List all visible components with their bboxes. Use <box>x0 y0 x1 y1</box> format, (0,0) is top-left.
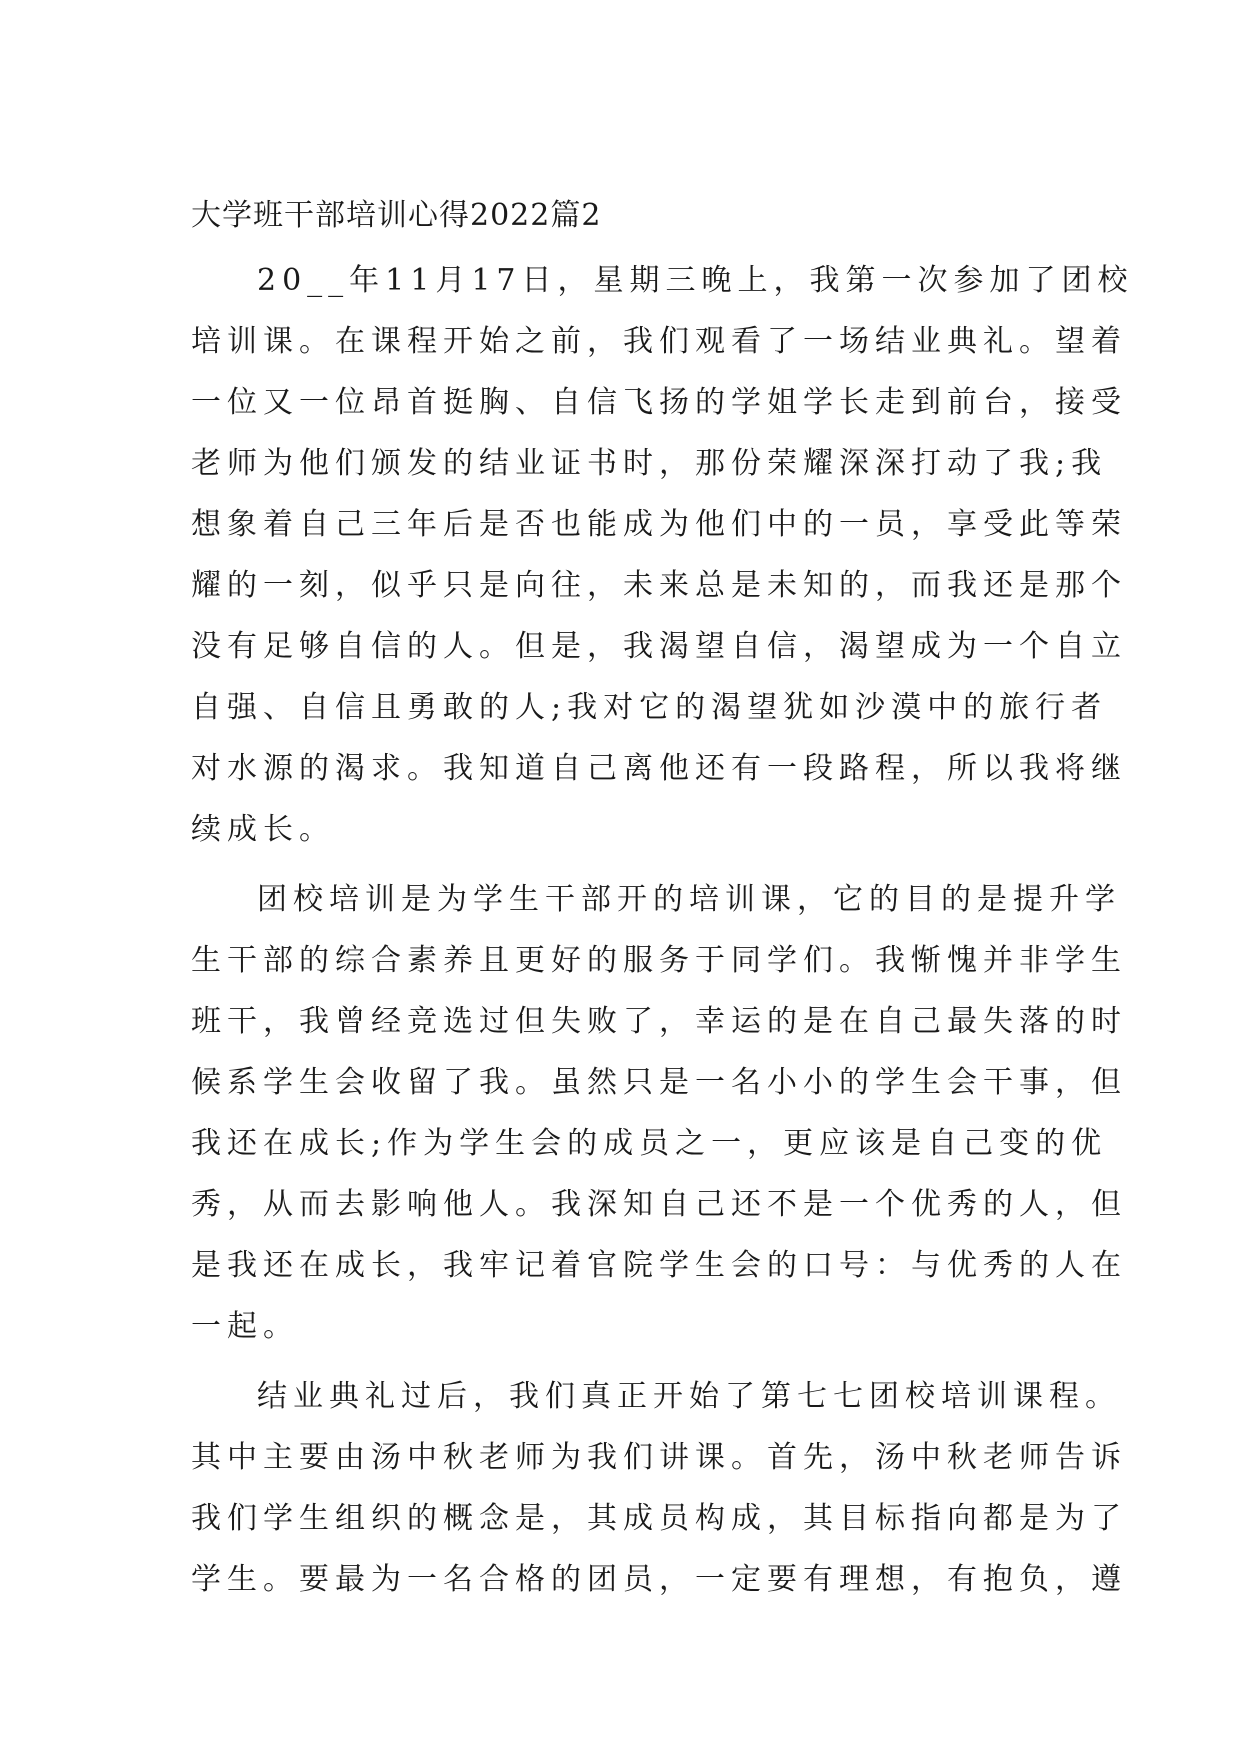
text-line: 其中主要由汤中秋老师为我们讲课。首先，汤中秋老师告诉 <box>191 1440 1127 1475</box>
text-line: 一起。 <box>191 1309 299 1344</box>
paragraph-3 <box>191 1366 1127 1610</box>
text-line: 耀的一刻，似乎只是向往，未来总是未知的，而我还是那个 <box>191 568 1127 603</box>
text-line: 候系学生会收留了我。虽然只是一名小小的学生会干事，但 <box>191 1065 1127 1100</box>
text-line: 对水源的渴求。我知道自己离他还有一段路程，所以我将继 <box>191 751 1127 786</box>
text-line: 我们学生组织的概念是，其成员构成，其目标指向都是为了 <box>191 1501 1127 1536</box>
text-line: 团校培训是为学生干部开的培训课，它的目的是提升学 <box>257 882 1121 917</box>
text-line: 一位又一位昂首挺胸、自信飞扬的学姐学长走到前台，接受 <box>191 385 1127 420</box>
document-body <box>191 186 1134 1610</box>
text-line: 20__年11月17日，星期三晚上，我第一次参加了团校 <box>257 263 1134 298</box>
paragraph-1 <box>191 250 1134 860</box>
text-line: 结业典礼过后，我们真正开始了第七七团校培训课程。 <box>257 1379 1121 1414</box>
text-line: 自强、自信且勇敢的人;我对它的渴望犹如沙漠中的旅行者 <box>191 690 1108 725</box>
text-line: 秀，从而去影响他人。我深知自己还不是一个优秀的人，但 <box>191 1187 1127 1222</box>
document-title: 大学班干部培训心得2022篇2 <box>191 198 602 233</box>
text-line: 我还在成长;作为学生会的成员之一，更应该是自己变的优 <box>191 1126 1108 1161</box>
text-line: 没有足够自信的人。但是，我渴望自信，渴望成为一个自立 <box>191 629 1127 664</box>
text-line: 班干，我曾经竞选过但失败了，幸运的是在自己最失落的时 <box>191 1004 1127 1039</box>
text-line: 续成长。 <box>191 812 335 847</box>
text-line: 学生。要最为一名合格的团员，一定要有理想，有抱负，遵 <box>191 1562 1127 1597</box>
paragraph-2 <box>191 869 1127 1357</box>
text-line: 是我还在成长，我牢记着官院学生会的口号：与优秀的人在 <box>191 1248 1127 1283</box>
text-line: 生干部的综合素养且更好的服务于同学们。我惭愧并非学生 <box>191 943 1127 978</box>
text-line: 老师为他们颁发的结业证书时，那份荣耀深深打动了我;我 <box>191 446 1108 481</box>
text-line: 想象着自己三年后是否也能成为他们中的一员，享受此等荣 <box>191 507 1127 542</box>
text-line: 培训课。在课程开始之前，我们观看了一场结业典礼。望着 <box>191 324 1127 359</box>
